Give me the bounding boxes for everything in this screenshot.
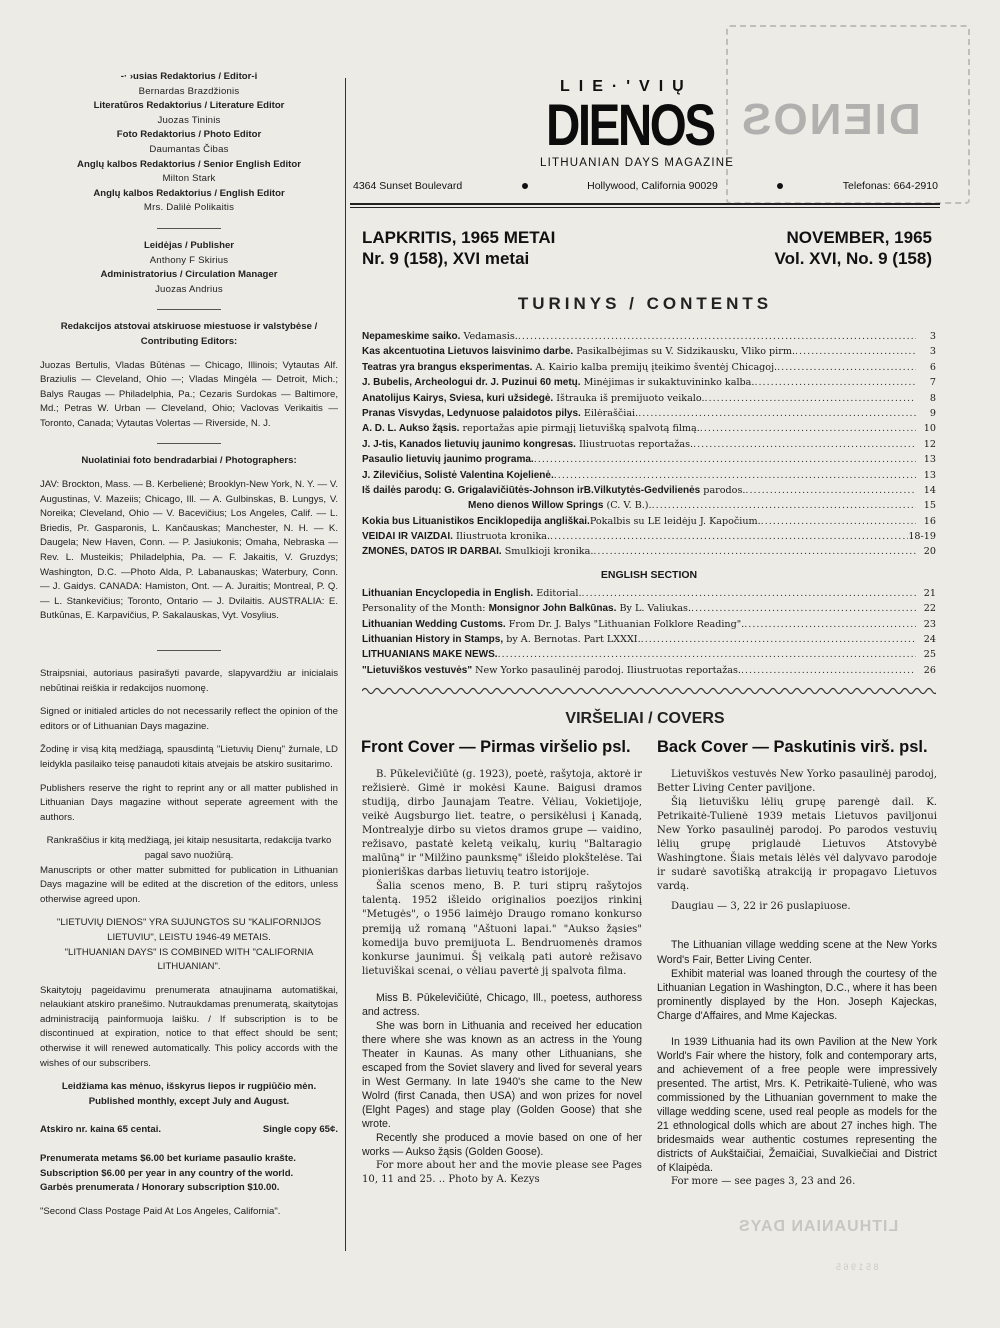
- toc-leader-dots: [518, 331, 916, 342]
- back-en-para: The Lithuanian village wedding scene at the New Yorks Word's Fair, Better Living Center.: [657, 939, 937, 966]
- toc-leader-dots: [641, 634, 916, 645]
- rate-1: Prenumerata metams $6.00 bet kuriame pasaulio krašte.: [40, 1153, 296, 1165]
- note-1: Straipsniai, autoriaus pasirašyti pavarde, slapyvardžiu ar inicialais nebūtinai reiškia ir redakcijos nuomonę.: [40, 668, 338, 694]
- publisher-name: Juozas Andrius: [155, 283, 223, 295]
- header-rule: [350, 203, 940, 205]
- toc-page-number: 14: [923, 484, 936, 496]
- toc-entry: [362, 603, 936, 618]
- magazine-subtitle: LITHUANIAN DAYS MAGAZINE: [540, 157, 735, 169]
- contributing-heading: Redakcijos atstovai atskiruose miestuose ir valstybėse / Contributing Editors:: [60, 321, 318, 347]
- stamp-text: DIENOS: [740, 95, 921, 144]
- toc-leader-dots: [741, 665, 916, 676]
- toc-bold: J. Bubelis, Archeologui dr. J. Puzinui 60 metų.: [362, 377, 581, 389]
- toc-entry-title: [362, 603, 691, 614]
- photographers-heading: Nuolatiniai foto bendradarbiai / Photographers:: [81, 455, 297, 467]
- toc-leader-dots: [745, 485, 916, 496]
- toc-entry-title: [362, 485, 745, 496]
- toc-text: (C. V. B.).: [603, 500, 652, 512]
- toc-bold: Pasaulio lietuvių jaunimo programa.: [362, 454, 534, 466]
- toc-entry: [362, 393, 936, 408]
- note-5: Rankraščius ir kitą medžiagą, jei kitaip nesusitarta, redakcija tvarko pagal savo nuožiūrą.: [46, 835, 332, 861]
- toc-text: Iliustruota kronika.: [452, 531, 551, 543]
- toc-bold: Nepameskime saiko.: [362, 331, 461, 342]
- toc-bold: VEIDAI IR VAIZDAI.: [362, 531, 453, 543]
- toc-entry-title: [362, 393, 705, 404]
- toc-leader-dots: [550, 531, 908, 542]
- toc-leader-dots: [777, 362, 916, 373]
- toc-leader-dots: [554, 470, 916, 481]
- note-6: Manuscripts or other matter submitted for publication in Lithuanian Days magazine will be edited at the discretion of the editors, unless otherwise agreed upon.: [40, 864, 338, 905]
- issue-number-lt: Nr. 9 (158), XVI metai: [362, 249, 530, 268]
- toc-text: Smulkioji kronika.: [501, 546, 594, 558]
- magazine-logo: DIENOS: [546, 93, 714, 158]
- toc-bold: Iš dailės parodų: G. Grigalavičiūtės-Johnson irB.Vilkutytės-Gedvilienės: [362, 484, 701, 496]
- toc-entry: [362, 439, 936, 454]
- toc-page-number: 26: [923, 664, 936, 676]
- editor-name: Milton Stark: [162, 173, 216, 185]
- toc-page-number: 15: [923, 500, 936, 512]
- back-en-para: Exhibit material was loaned through the courtesy of the Lithuanian Legation in Washington, D.C., where it has been prominently displayed by the Hon. Joseph Kajeckas, Charge d'Affaires, and Mme Kajeckas.: [657, 967, 937, 1022]
- masthead-sidebar: [40, 70, 338, 1250]
- toc-entry: [362, 331, 936, 346]
- street-address: 4364 Sunset Boulevard: [353, 180, 463, 192]
- toc-entry: [362, 531, 936, 546]
- column-rule: [345, 78, 346, 1251]
- toc-entry: [362, 516, 936, 531]
- toc-leader-dots: [652, 500, 916, 511]
- price-en: Single copy 65¢.: [262, 1124, 338, 1136]
- header-rule: [350, 207, 940, 208]
- toc-leader-dots: [795, 346, 916, 357]
- toc-page-number: 24: [923, 634, 936, 646]
- toc-text: Pasikalbėjimas su V. Sidzikausku, Vliko pirm.: [573, 346, 795, 358]
- toc-text: New Yorko pasaulinėj parodoj. Iliustruotas reportažas.: [472, 664, 741, 676]
- toc-leader-dots: [593, 546, 916, 557]
- editor-role: -· ›usias Redaktorius / Editor-i: [120, 71, 258, 82]
- toc-entry: [362, 665, 936, 680]
- back-more-en: For more — see pages 3, 23 and 26.: [671, 1176, 856, 1188]
- toc-entry-title: [362, 439, 693, 450]
- toc-leader-dots: [534, 454, 916, 465]
- publisher-role: Leidėjas / Publisher: [143, 239, 235, 251]
- ink-offset-mark: LITHUANIAN DAYS: [738, 1218, 899, 1235]
- toc-leader-dots: [498, 649, 916, 660]
- toc-entry-title: [362, 531, 550, 542]
- toc-leader-dots: [693, 439, 916, 450]
- front-cover-column: [362, 768, 642, 1187]
- editor-role: Literatūros Redaktorius / Literature Editor: [93, 100, 285, 112]
- toc-entry-title: [362, 423, 700, 434]
- toc-page-number: 16: [923, 515, 936, 527]
- toc-bold: Pranas Visvydas, Ledynuose palaidotos pilys.: [362, 407, 581, 419]
- separator: [157, 443, 221, 444]
- front-en-para: Miss B. Pūkelevičiūtė, Chicago, Ill., poetess, authoress and actress.: [362, 991, 642, 1018]
- toc-bold: Kas akcentuotina Lietuvos laisvinimo darbe.: [362, 346, 574, 358]
- bullet-icon: [522, 183, 528, 189]
- toc-page-number: 9: [929, 407, 936, 419]
- contents-title: TURINYS / CONTENTS: [517, 294, 773, 313]
- toc-entry: [362, 346, 936, 361]
- front-lt-para: Šalia scenos meno, B. P. turi stiprų rašytojos talentą. 1952 išleido originalios poezijos rinkinį "Metugės", o 1956 laimėjo Draugo romano konkurso premiją už romaną "Aštuoni lapai." "Aukso žąsies" komedija buvo premijuota L. Bendruomenės dramos konkurse jaunimui. Šį veikalą pati autorė režisavo lietuviškai scenai, o vėliau pavertė jį spalvota filma.: [362, 881, 642, 977]
- toc-page-number: 10: [923, 423, 936, 435]
- editor-name: Juozas Tininis: [157, 114, 221, 126]
- toc-leader-dots: [638, 408, 916, 419]
- toc-entry: [362, 362, 936, 377]
- toc-entry-title: [362, 362, 777, 373]
- toc-entry-title: [362, 649, 498, 660]
- toc-entry: [362, 485, 936, 500]
- toc-page-number: 13: [923, 469, 936, 481]
- toc-entry-title: [362, 500, 652, 511]
- toc-entry: [362, 649, 936, 664]
- toc-text: Editorial.: [533, 587, 582, 599]
- back-cover-column: [657, 768, 937, 1189]
- published-lt: Leidžiama kas mėnuo, išskyrus liepos ir rugpiūčio mėn.: [61, 1081, 317, 1093]
- magazine-top-word: LIE·'VIŲ: [560, 78, 693, 95]
- editor-role: Foto Redaktorius / Photo Editor: [116, 129, 262, 141]
- toc-text: From Dr. J. Balys "Lithuanian Folklore Reading".: [505, 618, 745, 630]
- toc-bold: Kokia bus Lituanistikos Enciklopedija angliškai.: [362, 515, 590, 527]
- toc-bold: Lithuanian History in Stamps,: [362, 634, 504, 646]
- toc-page-number: 25: [923, 649, 936, 661]
- editor-role: Anglų kalbos Redaktorius / English Editor: [93, 187, 285, 199]
- front-en-para: Recently she produced a movie based on one of her works — Aukso žąsis (Golden Goose).: [362, 1132, 642, 1159]
- toc-text2: By L. Valiukas.: [616, 603, 692, 615]
- rate-2: Subscription $6.00 per year in any country of the world.: [40, 1167, 294, 1179]
- contributing-text: Juozas Bertulis, Vladas Būtėnas — Chicago, Illinois; Vytautas Alf. Braziulis — Cleveland, Ohio —; Vladas Mingėla — Detroit, Mich.; Balys Raugas — Philadelphia, Pa.; Cezaris Surdokas — Baltimore, Md.; Petras W. Urban — Cleveland, Ohio; Vaclovas Verikaitis — Toronto, Canada; Vytautas Volertas — Riverside, N. J.: [40, 359, 338, 429]
- back-lt-para: Šią lietuvišku lėlių grupę parengė dail. K. Petrikaitė-Tulienė 1939 metais Lietuvos paviljonui New Yorko pasaulinėj parodoj. Po parodos vestuvių lėlių grupę priglaudė Lietuvos Atstovybė Washingtone. Šiais metais lėlės vėl dalyvavo parodoje ir sudarė savotišką atrakciją ir propagavo Lietuvos vardą.: [657, 797, 937, 893]
- toc-text: Vedamasis.: [460, 331, 518, 342]
- toc-entry: [362, 588, 936, 603]
- toc-bold2: Monsignor John Balkūnas.: [488, 603, 617, 615]
- toc-text: Pokalbis su LE leidėju J. Kapočium.: [589, 515, 761, 527]
- toc-leader-dots: [744, 619, 916, 630]
- front-en-para: She was born in Lithuania and received her education there where she was known as an actress in the Young Theater in Kaunas. As many other Lithuanians, she escaped from the Soviet slavery and lived for several years in West Germany. In late 1940's she came to the New Wolrd (first Canada, then USA) and won prizes for novel (Elght Pages) and stage play (Golden Goose) that she wrote.: [362, 1019, 642, 1131]
- back-en-para: In 1939 Lithuania had its own Pavilion at the New York World's Fair where the history, folk and contemporary arts, and achievement of a free people were impressively presented. The artist, Mrs. K. Petrikaitė-Tulienė, who was commissioned by the Lithuanian government to make the village wedding scene, used real people as models for the 21 ethnological dolls which are about 27 inches high. The bridesmaids wear authentic costumes representing the districts of Aukštaičiai, Žemaičiai, Suvalkiečiai and District of Klaipėda.: [657, 1035, 937, 1175]
- editor-name: Daumantas Čibas: [149, 143, 229, 155]
- toc-bold: Teatras yra brangus eksperimentas.: [362, 361, 533, 373]
- toc-entry: [362, 423, 936, 438]
- merge-lt: "LIETUVIŲ DIENOS" YRA SUJUNGTOS SU "KALIFORNIJOS LIETUVIU", LEISTU 1946-49 METAIS.: [56, 917, 322, 943]
- toc-bold: J. J-tis, Kanados lietuvių jaunimo kongresas.: [362, 438, 576, 450]
- toc-bold: "Lietuviškos vestuvės": [362, 664, 473, 676]
- masthead-publisher: [40, 239, 338, 297]
- toc-text: parodos.: [700, 484, 746, 496]
- editor-role: Anglų kalbos Redaktorius / Senior English Editor: [77, 158, 301, 170]
- covers-title: VIRŠELIAI / COVERS: [565, 710, 725, 727]
- toc-leader-dots: [761, 516, 916, 527]
- toc-page-number: 6: [929, 361, 936, 373]
- toc-entry: [362, 619, 936, 634]
- editor-name: Mrs. Dalilė Polikaitis: [143, 202, 235, 214]
- toc-page-number: 18-19: [908, 531, 936, 543]
- merge-en: "LITHUANIAN DAYS" IS COMBINED WITH "CALIFORNIA LITHUANIAN".: [64, 946, 314, 973]
- rate-3: Garbės prenumerata / Honorary subscription $10.00.: [40, 1182, 280, 1194]
- toc-entry-title: [362, 470, 554, 481]
- toc-entry: [362, 634, 936, 649]
- phone-number: Telefonas: 664-2910: [842, 180, 938, 192]
- toc-entry-title: [362, 454, 534, 465]
- toc-entry-title: [362, 516, 761, 527]
- toc-bold: J. Žilevičius, Solistė Valentina Kojelienė.: [362, 469, 554, 481]
- note-3: Žodinę ir visą kitą medžiagą, spausdintą "Lietuvių Dienų" žurnale, LD leidykla pasilaiko teisę panaudoti kitais atvejais be atskiro susitarimo.: [40, 744, 338, 770]
- toc-entry-title: [362, 665, 741, 676]
- toc-bold: LITHUANIANS MAKE NEWS.: [362, 649, 498, 661]
- toc-page-number: 22: [923, 603, 936, 615]
- price-lt: Atskiro nr. kaina 65 centai.: [40, 1124, 162, 1136]
- toc-entry-title: [362, 546, 593, 557]
- note-4: Publishers reserve the right to reprint any or all matter published in Lithuanian Days magazine without seperate agreement with the authors.: [40, 782, 338, 823]
- toc-text: Minėjimas ir sukaktuvininko kalba.: [580, 377, 755, 389]
- toc-page-number: 3: [929, 331, 936, 342]
- toc-page-number: 12: [923, 438, 936, 450]
- masthead-editors: [40, 70, 338, 216]
- front-cover-heading: Front Cover — Pirmas viršelio psl.: [361, 738, 631, 756]
- toc-entry-title: [362, 619, 744, 630]
- toc-text: Eilėraščiai.: [580, 407, 639, 419]
- toc-english: [362, 588, 936, 680]
- english-section-heading: ENGLISH SECTION: [600, 568, 698, 581]
- toc-text: Ištrauka iš premijuoto veikalo.: [553, 392, 705, 404]
- toc-leader-dots: [705, 393, 916, 404]
- toc-page-number: 23: [923, 618, 936, 630]
- price-row: [40, 1123, 338, 1138]
- toc-bold: Anatolijus Kairys, Šviesa, kuri užsidegė.: [362, 392, 554, 404]
- bullet-icon: [777, 183, 783, 189]
- toc-entry: [362, 500, 936, 515]
- toc-page-number: 20: [923, 546, 936, 558]
- toc-leader-dots: [582, 588, 916, 599]
- toc-leader-dots: [754, 377, 916, 388]
- address-line: [353, 180, 938, 192]
- published-en: Published monthly, except July and August.: [88, 1095, 290, 1107]
- toc-leader-dots: [691, 603, 916, 614]
- issue-date-lt: LAPKRITIS, 1965 METAI: [362, 228, 556, 247]
- toc-entry-title: [362, 408, 638, 419]
- toc-text: by A. Bernotas. Part LXXXI.: [503, 634, 641, 646]
- separator: [157, 650, 221, 651]
- editor-name: Bernardas Brazdžionis: [138, 85, 240, 97]
- publisher-name: Anthony F Skirius: [149, 254, 229, 266]
- toc-page-number: 3: [929, 346, 936, 358]
- toc-entry: [362, 546, 936, 561]
- postage-note: "Second Class Postage Paid At Los Angeles, California".: [40, 1205, 281, 1217]
- wavy-divider: [362, 686, 936, 696]
- toc-entry-title: [362, 346, 795, 357]
- front-more: For more about her and the movie please see Pages 10, 11 and 25. .. Photo by A. Kezys: [362, 1160, 642, 1186]
- toc-bold: ŽMONĖS, DATOS IR DARBAI.: [362, 546, 502, 558]
- toc-entry: [362, 454, 936, 469]
- table-of-contents: [362, 331, 936, 680]
- toc-bold: A. D. L. Aukso žąsis.: [362, 423, 460, 435]
- toc-entry: [362, 377, 936, 392]
- back-lt-para: Lietuviškos vestuvės New Yorko pasaulinėj parodoj, Better Living Center paviljone.: [657, 769, 937, 795]
- toc-entry: [362, 408, 936, 423]
- toc-bold: Meno dienos Willow Springs: [468, 500, 604, 512]
- photographers-text: JAV: Brockton, Mass. — B. Kerbelienė; Brooklyn-New York, N. Y. — V. Augustinas, V. Mazeiis; Chicago, Ill. — A. Gulbinskas, B. Lungys, V. Noreika; Cleveland, Ohio — V. Bacevičius; Los Angeles, Calif. — L. Briedis, Pr. Gasparonis, L. Kančauskas; Manchester, N. H. — K. Daugela; New Haven, Conn. — P. Jasiukonis; Omaha, Nebraska — Rev. L. Musteikis; Philadelphia, Pa. — F. Jakaitis, V. Gruzdys; Washington, D.C. —Photo Alda, P. Labanauskas; Waterbury, Conn. — J. Gaidys. CANADA: Hamiston, Ont. — A. Juraitis; Montreal, P. Q. — L. Stankevičius; Toronto, Ontario — J. Dvilaitis. AUSTRALIA: E. Butkūnas, E. Karpavičius, P. Sakalauskas, Vyt. Vosylius.: [40, 479, 338, 622]
- back-more-lt: Daugiau — 3, 22 ir 26 puslapiuose.: [671, 901, 851, 913]
- back-cover-heading: Back Cover — Paskutinis virš. psl.: [657, 738, 928, 756]
- toc-text: reportažas apie pirmąjį lietuvišką spalvotą filmą.: [459, 423, 700, 435]
- toc-bold: Lithuanian Encyclopedia in English.: [362, 587, 534, 599]
- issue-number-en: Vol. XVI, No. 9 (158): [774, 249, 932, 268]
- toc-leader-dots: [700, 423, 916, 434]
- separator: [157, 309, 221, 310]
- city-address: Hollywood, California 90029: [587, 180, 718, 192]
- separator: [157, 228, 221, 229]
- toc-page-number: 21: [923, 587, 936, 599]
- front-lt-para: B. Pūkelevičiūtė (g. 1923), poetė, rašytoja, aktorė ir režisierė. Gimė ir mokėsi Kaune. Baigusi dramos studiją, dirbo Jaunajam Teatre. Vėliau, Vokietijoje, veikė Augsburgo liet. teatre, o persikėlusi į Kanadą, Montrealyje dirbo su vietos dramos grupe — vaidino, režisavo, pastatė keletą veikalų, kurių "Baltaragio malūną" ir "Milžino paunksmę" išleido plokštelėse. Tai pionieriškas darbas lietuvių teatro istorijoje.: [362, 769, 642, 879]
- note-2: Signed or initialed articles do not necessarily reflect the opinion of the editors or of Lithuanian Days magazine.: [40, 706, 338, 732]
- toc-page-number: 8: [929, 392, 936, 404]
- toc-entry-title: [362, 331, 518, 342]
- toc-entry-title: [362, 377, 754, 388]
- toc-entry-title: [362, 634, 641, 645]
- toc-page-number: 13: [923, 454, 936, 466]
- issue-date-en: NOVEMBER, 1965: [786, 228, 932, 247]
- ink-offset-mark-small: 8 5 1 9 6 5: [836, 1262, 879, 1272]
- toc-bold: Lithuanian Wedding Customs.: [362, 618, 506, 630]
- subscription-text: Skaitytojų pageidavimu prenumerata atnaujinama automatiškai, nelaukiant atskiro pranešimo. Nutraukdamas prenumeratą, skaitytojas administraciją painformuoja laišku. / If subscription is to be discontinued at expiration, notice to that effect should be sent; otherwise it will renewed automatically. This policy accords with the wishes of our subscribers.: [40, 984, 338, 1069]
- toc-text: A. Kairio kalba premijų įteikimo šventėj Chicagoj.: [532, 361, 778, 373]
- publisher-role: Administratorius / Circulation Manager: [100, 269, 278, 281]
- toc-text: Iliustruotas reportažas.: [575, 438, 694, 450]
- toc-lithuanian: [362, 331, 936, 562]
- toc-entry: [362, 470, 936, 485]
- toc-page-number: 7: [929, 377, 936, 389]
- toc-text: Personality of the Month:: [362, 603, 489, 615]
- toc-entry-title: [362, 588, 582, 599]
